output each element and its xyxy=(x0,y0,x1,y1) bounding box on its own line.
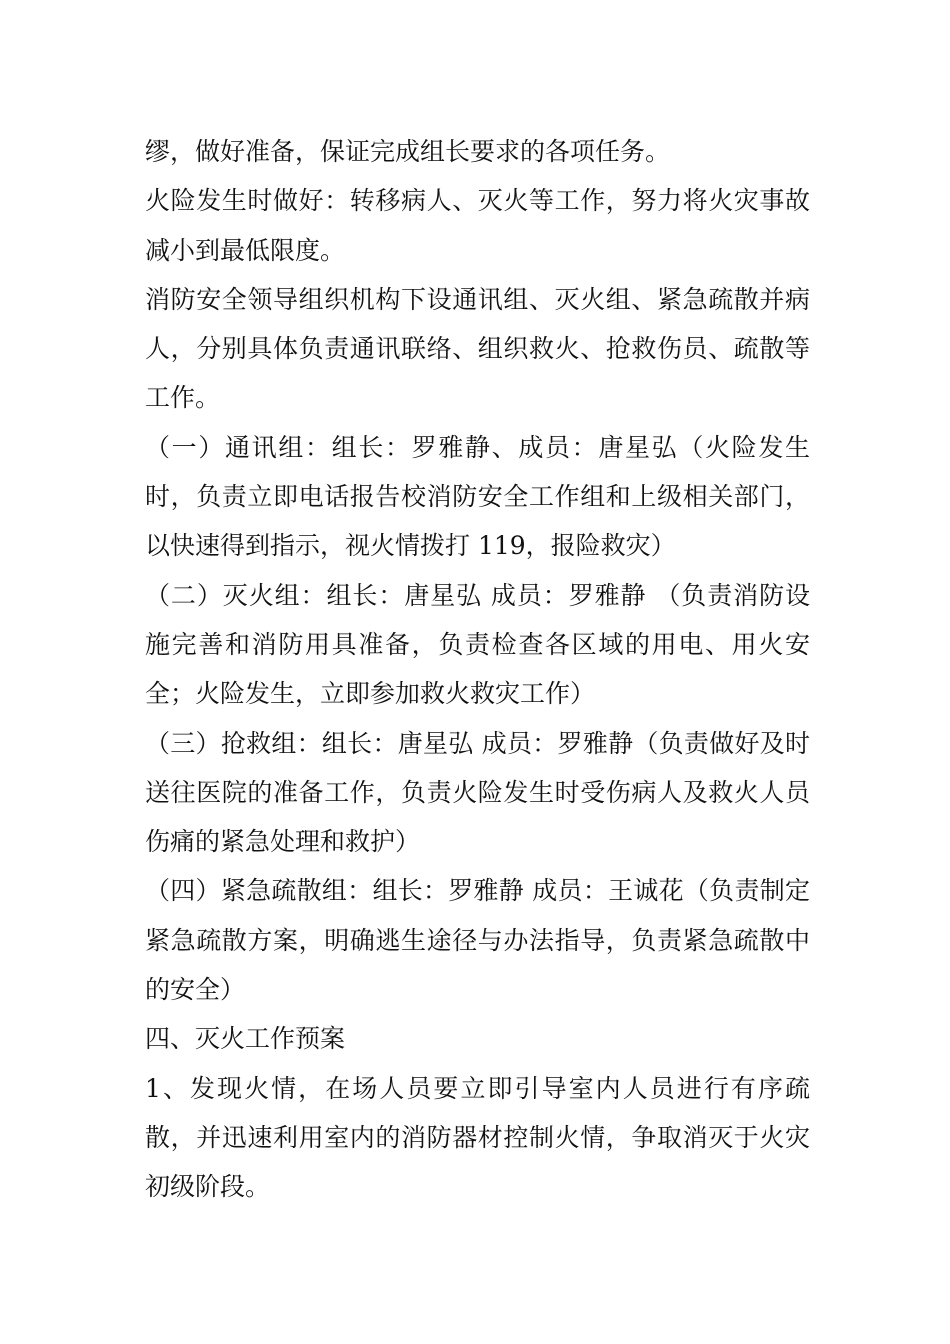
paragraph-rescue-group: （三）抢救组：组长：唐星弘 成员：罗雅静（负责做好及时送往医院的准备工作，负责火险发生时受伤病人及救火人员伤痛的紧急处理和救护） xyxy=(145,728,810,857)
paragraph-fire-response: 火险发生时做好：转移病人、灭火等工作，努力将火灾事故减小到最低限度。 xyxy=(145,186,810,265)
document-body xyxy=(145,127,810,1212)
paragraph-evacuation-group: （四）紧急疏散组：组长：罗雅静 成员：王诚花（负责制定紧急疏散方案，明确逃生途径与办法指导，负责紧急疏散中的安全） xyxy=(145,876,810,1005)
paragraph-firefighting-group: （二）灭火组：组长：唐星弘 成员：罗雅静 （负责消防设施完善和消防用具准备，负责检查各区域的用电、用火安全；火险发生，立即参加救火救灾工作） xyxy=(145,580,810,709)
paragraph-task-completion: 缪，做好准备，保证完成组长要求的各项任务。 xyxy=(145,137,671,166)
section-heading-firefighting-plan: 四、灭火工作预案 xyxy=(145,1024,346,1054)
paragraph-communication-group: （一）通讯组：组长：罗雅静、成员：唐星弘（火险发生时，负责立即电话报告校消防安全工作组和上级相关部门，以快速得到指示，视火情拨打 119，报险救灾） xyxy=(145,432,810,561)
paragraph-plan-step-1: 1、发现火情，在场人员要立即引导室内人员进行有序疏散，并迅速利用室内的消防器材控制火情，争取消灭于火灾初级阶段。 xyxy=(145,1073,810,1202)
paragraph-organization-groups: 消防安全领导组织机构下设通讯组、灭火组、紧急疏散并病人，分别具体负责通讯联络、组织救火、抢救伤员、疏散等工作。 xyxy=(145,284,810,413)
